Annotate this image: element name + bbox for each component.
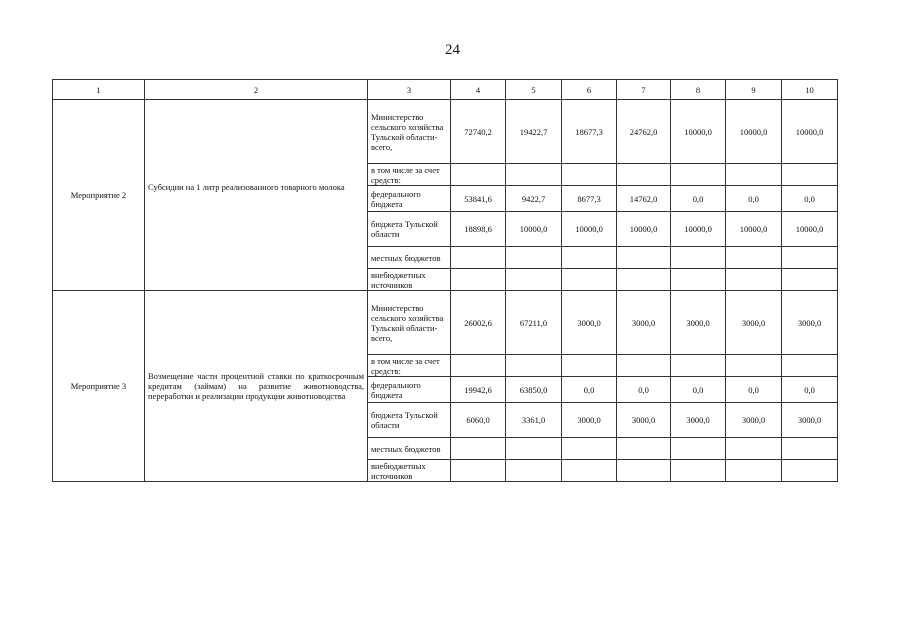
value-cell [506, 460, 562, 482]
measure-description: Субсидии на 1 литр реализованного товарного молока [148, 182, 345, 192]
value-cell: 0,0 [726, 186, 782, 212]
funding-table [52, 79, 838, 482]
source-label: в том числе за счет средств: [368, 164, 451, 186]
value-cell [617, 247, 671, 269]
value-cell [726, 269, 782, 291]
value-cell [617, 164, 671, 186]
header-row [53, 80, 838, 100]
source-label: бюджета Тульской области [368, 403, 451, 438]
value-cell: 10000,0 [671, 212, 726, 247]
value-cell [782, 269, 838, 291]
source-label: федерального бюджета [368, 186, 451, 212]
value-cell: 10000,0 [562, 212, 617, 247]
header-cell: 6 [562, 80, 617, 100]
table-row [53, 291, 838, 355]
value-cell [562, 247, 617, 269]
value-cell [782, 164, 838, 186]
value-cell: 3000,0 [782, 291, 838, 355]
measure-name: Мероприятие 3 [53, 291, 145, 482]
value-cell [617, 460, 671, 482]
header-cell: 9 [726, 80, 782, 100]
value-cell: 10000,0 [617, 212, 671, 247]
value-cell: 18677,3 [562, 100, 617, 164]
source-label: внебюджетных источников [368, 269, 451, 291]
value-cell: 10000,0 [506, 212, 562, 247]
table-row [53, 100, 838, 164]
value-cell: 63850,0 [506, 377, 562, 403]
header-cell: 10 [782, 80, 838, 100]
value-cell: 19942,6 [451, 377, 506, 403]
value-cell: 3000,0 [671, 403, 726, 438]
value-cell [451, 269, 506, 291]
value-cell [562, 164, 617, 186]
value-cell: 0,0 [782, 186, 838, 212]
measure-description-cell [145, 291, 368, 482]
source-label: местных бюджетов [368, 438, 451, 460]
header-cell: 2 [145, 80, 368, 100]
value-cell [671, 355, 726, 377]
value-cell: 18898,6 [451, 212, 506, 247]
value-cell [726, 355, 782, 377]
value-cell: 10000,0 [782, 212, 838, 247]
value-cell [451, 164, 506, 186]
header-cell: 8 [671, 80, 726, 100]
value-cell [671, 164, 726, 186]
value-cell: 53841,6 [451, 186, 506, 212]
value-cell: 8677,3 [562, 186, 617, 212]
source-label: Министерство сельского хозяйства Тульской области- всего, [368, 291, 451, 355]
value-cell: 72740,2 [451, 100, 506, 164]
header-cell: 5 [506, 80, 562, 100]
value-cell: 26002,6 [451, 291, 506, 355]
value-cell: 3000,0 [617, 403, 671, 438]
value-cell: 19422,7 [506, 100, 562, 164]
header-cell: 3 [368, 80, 451, 100]
value-cell [617, 269, 671, 291]
value-cell [782, 355, 838, 377]
value-cell [671, 460, 726, 482]
header-cell: 7 [617, 80, 671, 100]
value-cell: 67211,0 [506, 291, 562, 355]
source-label: местных бюджетов [368, 247, 451, 269]
value-cell [726, 438, 782, 460]
value-cell: 3000,0 [782, 403, 838, 438]
value-cell [671, 247, 726, 269]
value-cell [506, 164, 562, 186]
source-label: внебюджетных источников [368, 460, 451, 482]
value-cell [726, 460, 782, 482]
value-cell: 3000,0 [617, 291, 671, 355]
header-cell: 1 [53, 80, 145, 100]
value-cell: 0,0 [562, 377, 617, 403]
value-cell [617, 355, 671, 377]
header-cell: 4 [451, 80, 506, 100]
value-cell: 3000,0 [726, 403, 782, 438]
measure-name: Мероприятие 2 [53, 100, 145, 291]
page-number: 24 [445, 42, 460, 58]
value-cell [782, 438, 838, 460]
source-label: федерального бюджета [368, 377, 451, 403]
value-cell: 6060,0 [451, 403, 506, 438]
value-cell [671, 438, 726, 460]
value-cell: 0,0 [726, 377, 782, 403]
value-cell [506, 438, 562, 460]
measure-description: Возмещение части процентной ставки по краткосрочным кредитам (займам) на развитие животноводства, переработки и реализации продукции животноводства [148, 371, 364, 401]
value-cell [782, 247, 838, 269]
value-cell [562, 355, 617, 377]
value-cell [451, 460, 506, 482]
value-cell: 3000,0 [671, 291, 726, 355]
value-cell: 10000,0 [726, 212, 782, 247]
source-label: Министерство сельского хозяйства Тульской области- всего, [368, 100, 451, 164]
table-body [53, 80, 838, 482]
value-cell [506, 269, 562, 291]
value-cell: 14762,0 [617, 186, 671, 212]
value-cell [782, 460, 838, 482]
source-label: в том числе за счет средств: [368, 355, 451, 377]
measure-description-cell [145, 100, 368, 291]
value-cell [451, 355, 506, 377]
value-cell [726, 164, 782, 186]
value-cell: 3361,0 [506, 403, 562, 438]
value-cell [562, 438, 617, 460]
value-cell: 0,0 [782, 377, 838, 403]
value-cell: 3000,0 [562, 291, 617, 355]
value-cell: 0,0 [671, 186, 726, 212]
value-cell: 10000,0 [782, 100, 838, 164]
value-cell [451, 247, 506, 269]
source-label: бюджета Тульской области [368, 212, 451, 247]
value-cell: 0,0 [671, 377, 726, 403]
value-cell [506, 355, 562, 377]
value-cell: 10000,0 [671, 100, 726, 164]
value-cell: 10000,0 [726, 100, 782, 164]
value-cell: 9422,7 [506, 186, 562, 212]
value-cell [562, 460, 617, 482]
value-cell [451, 438, 506, 460]
value-cell [726, 247, 782, 269]
value-cell [671, 269, 726, 291]
value-cell: 3000,0 [562, 403, 617, 438]
value-cell: 3000,0 [726, 291, 782, 355]
value-cell: 0,0 [617, 377, 671, 403]
value-cell [506, 247, 562, 269]
value-cell [562, 269, 617, 291]
value-cell: 24762,0 [617, 100, 671, 164]
value-cell [617, 438, 671, 460]
